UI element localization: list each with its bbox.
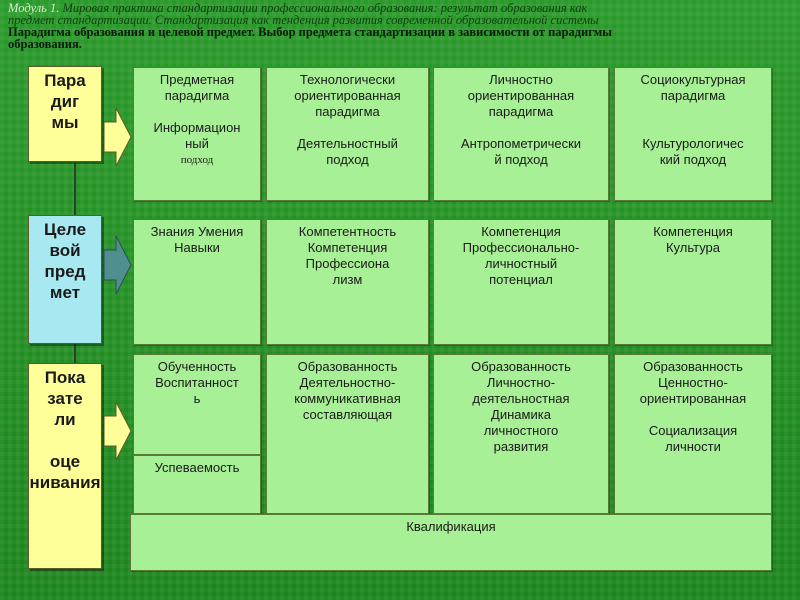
- cell-line: Динамика: [491, 407, 551, 422]
- cell-line: подход: [326, 152, 369, 167]
- label-line: диг: [50, 92, 80, 111]
- label-line: оце: [49, 452, 81, 471]
- cell-line: личностного: [483, 423, 559, 438]
- cell-line: ориентированная: [294, 88, 401, 103]
- label-paradigms: [28, 66, 102, 162]
- label-line: [29, 430, 101, 451]
- cell-professional-personal-competence: [433, 219, 609, 345]
- cell-line: Компетенция: [481, 224, 561, 239]
- cell-subject-paradigm: [133, 67, 261, 201]
- cell-line: [267, 120, 428, 136]
- cell-line: Культурологичес: [642, 136, 744, 151]
- label-indicators: [28, 363, 102, 569]
- arrow-right-icon: [104, 236, 132, 294]
- slide-header: [8, 2, 792, 50]
- module-number: Модуль 1.: [8, 1, 60, 15]
- cell-line: ориентированная: [639, 391, 747, 406]
- cell-line: ный: [185, 136, 209, 151]
- cell-line: составляющая: [302, 407, 393, 422]
- cell-line: развития: [493, 439, 549, 454]
- cell-line: Технологически: [299, 72, 396, 87]
- cell-line: Воспитанност: [155, 375, 239, 390]
- cell-line: парадигма: [488, 104, 554, 119]
- cell-line: [615, 120, 771, 136]
- cell-activity-communicative-education: [266, 354, 429, 514]
- cell-culture-competence: [614, 219, 772, 345]
- cell-line: Знания Умения: [150, 224, 244, 239]
- cell-learning-upbringing: [133, 354, 261, 455]
- cell-line: парадигма: [164, 88, 230, 103]
- cell-sociocultural-paradigm: [614, 67, 772, 201]
- cell-value-oriented-education: [614, 354, 772, 514]
- label-line: Целе: [43, 220, 87, 239]
- cell-qualification: [130, 514, 772, 571]
- cell-line: Деятельностно-: [299, 375, 396, 390]
- cell-line: парадигма: [315, 104, 380, 119]
- cell-line: [134, 104, 260, 120]
- label-line: Пока: [44, 368, 86, 387]
- cell-line: [615, 104, 771, 120]
- cell-line: Личностно-: [486, 375, 556, 390]
- header-line-1-text: Мировая практика стандартизации профессионального образования: результат образования как: [59, 1, 588, 15]
- cell-technological-paradigm: [266, 67, 429, 201]
- cell-line: ь: [193, 391, 201, 406]
- cell-personal-development-education: [433, 354, 609, 514]
- label-line: ли: [54, 410, 76, 429]
- cell-line: Ценностно-: [658, 375, 728, 390]
- label-target-subject: [28, 215, 102, 344]
- cell-line: Компетенция: [307, 240, 388, 255]
- cell-line: Деятельностный: [297, 136, 398, 151]
- cell-line: личностный: [484, 256, 558, 271]
- cell-line: Навыки: [174, 240, 220, 255]
- cell-line: Культура: [665, 240, 721, 255]
- label-line: мы: [51, 113, 79, 132]
- cell-line: кий подход: [659, 152, 727, 167]
- label-line: пред: [44, 262, 86, 281]
- label-line: вой: [49, 241, 81, 260]
- cell-line: ориентированная: [467, 88, 575, 103]
- cell-line: лизм: [332, 272, 363, 287]
- cell-line: Образованность: [471, 359, 571, 374]
- cell-line: личности: [665, 439, 721, 454]
- cell-line: Образованность: [643, 359, 743, 374]
- cell-line: Социализация: [648, 423, 738, 438]
- cell-competence: [266, 219, 429, 345]
- cell-line: Предметная: [159, 72, 235, 87]
- cell-knowledge-skills: [133, 219, 261, 345]
- header-line-3: Парадигма образования и целевой предмет. Выбор предмета стандартизации в зависимости от парадигмы: [8, 25, 613, 39]
- cell-line: Обученность: [157, 359, 237, 374]
- cell-line: Образованность: [297, 359, 398, 374]
- cell-line: Личностно: [489, 72, 553, 87]
- cell-line: парадигма: [660, 88, 726, 103]
- arrow-right-icon: [104, 402, 132, 460]
- cell-line: [615, 407, 771, 423]
- label-line: нивания: [29, 473, 101, 492]
- label-line: мет: [49, 283, 81, 302]
- arrow-right-icon: [104, 108, 132, 166]
- cell-line: Компетенция: [653, 224, 733, 239]
- cell-line: Социокультурная: [640, 72, 746, 87]
- cell-line: Компетентность: [298, 224, 397, 239]
- cell-line: Успеваемость: [154, 460, 240, 475]
- label-line: Пара: [44, 71, 86, 90]
- cell-line: [434, 120, 608, 136]
- header-line-2: предмет стандартизации. Стандартизация как тенденция развития современной образовательной системы: [8, 13, 599, 27]
- cell-line: подход: [180, 154, 214, 166]
- cell-line: Профессиона: [305, 256, 390, 271]
- header-line-4: образования.: [8, 37, 82, 51]
- cell-line: деятельностная: [472, 391, 570, 406]
- cell-line: потенциал: [489, 272, 553, 287]
- label-line: зате: [47, 389, 83, 408]
- cell-line: Антропометрически: [460, 136, 582, 151]
- cell-line: коммуникативная: [294, 391, 401, 406]
- cell-line: Квалификация: [406, 519, 496, 534]
- cell-line: Информацион: [153, 120, 241, 135]
- cell-academic-performance: [133, 455, 261, 514]
- cell-line: Профессионально-: [462, 240, 580, 255]
- cell-personal-paradigm: [433, 67, 609, 201]
- cell-line: й подход: [494, 152, 548, 167]
